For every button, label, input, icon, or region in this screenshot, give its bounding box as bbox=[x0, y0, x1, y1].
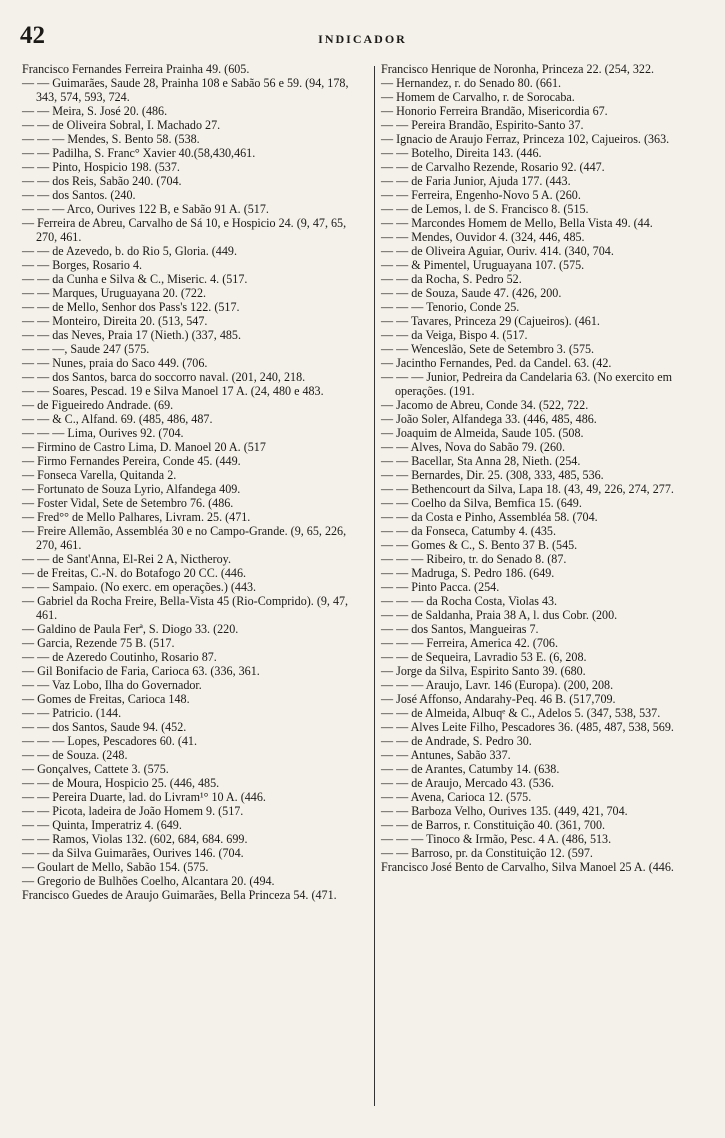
page-header bbox=[0, 22, 725, 52]
directory-entry: — Ignacio de Araujo Ferraz, Princeza 102, Cajueiros. (363. bbox=[381, 132, 670, 146]
directory-entry: — — Picota, ladeira de João Homem 9. (517. bbox=[22, 804, 244, 818]
directory-entry: — João Soler, Alfandega 33. (446, 485, 486. bbox=[381, 412, 597, 426]
directory-entry: — — — Junior, Pedreira da Candelaria 63. (No exercito em operações. (191. bbox=[381, 370, 673, 398]
directory-entry: — — de Azevedo, b. do Rio 5, Gloria. (449. bbox=[22, 244, 237, 258]
directory-entry: — — da Fonseca, Catumby 4. (435. bbox=[381, 524, 556, 538]
directory-entry: — — Pereira Duarte, lad. do Livram¹° 10 A. (446. bbox=[22, 790, 266, 804]
directory-entry: — — de Oliveira Sobral, I. Machado 27. bbox=[22, 118, 221, 132]
directory-entry: — Garcia, Rezende 75 B. (517. bbox=[22, 636, 175, 650]
directory-entry: — — de Andrade, S. Pedro 30. bbox=[381, 734, 532, 748]
directory-entry: — de Freitas, C.-N. do Botafogo 20 CC. (446. bbox=[22, 566, 247, 580]
directory-entry: — — Monteiro, Direita 20. (513, 547. bbox=[22, 314, 208, 328]
directory-entry: — Jacintho Fernandes, Ped. da Candel. 63. (42. bbox=[381, 356, 612, 370]
directory-entry: — Fonseca Varella, Quitanda 2. bbox=[22, 468, 177, 482]
directory-entry: — — dos Reis, Sabão 240. (704. bbox=[22, 174, 182, 188]
directory-entry: — — de Almeida, Albuqᵉ & C., Adelos 5. (347, 538, 537. bbox=[381, 706, 661, 720]
directory-entry: — — Quinta, Imperatriz 4. (649. bbox=[22, 818, 182, 832]
directory-entry: — — de Oliveira Aguiar, Ouriv. 414. (340, 704. bbox=[381, 244, 614, 258]
directory-entry: — Gonçalves, Cattete 3. (575. bbox=[22, 762, 169, 776]
directory-entry: — — — Arco, Ourives 122 B, e Sabão 91 A. (517. bbox=[22, 202, 269, 216]
directory-entry: — — Alves, Nova do Sabão 79. (260. bbox=[381, 440, 566, 454]
directory-entry: — Goulart de Mello, Sabão 154. (575. bbox=[22, 860, 209, 874]
directory-entry: — — Meira, S. José 20. (486. bbox=[22, 104, 168, 118]
directory-entry: — — Marcondes Homem de Mello, Bella Vista 49. (44. bbox=[381, 216, 653, 230]
directory-entry: — — Marques, Uruguayana 20. (722. bbox=[22, 286, 207, 300]
directory-entry: — — de Arantes, Catumby 14. (638. bbox=[381, 762, 560, 776]
directory-entry: — — Barboza Velho, Ourives 135. (449, 421, 704. bbox=[381, 804, 628, 818]
directory-entry: — Galdino de Paula Ferª, S. Diogo 33. (220. bbox=[22, 622, 239, 636]
left-column bbox=[22, 62, 374, 1106]
directory-entry: — — Bernardes, Dir. 25. (308, 333, 485, 536. bbox=[381, 468, 604, 482]
directory-entry: — Firmino de Castro Lima, D. Manoel 20 A. (517 bbox=[22, 440, 266, 454]
directory-entry: — — de Carvalho Rezende, Rosario 92. (447. bbox=[381, 160, 605, 174]
directory-entry: — — Alves Leite Filho, Pescadores 36. (485, 487, 538, 569. bbox=[381, 720, 674, 734]
directory-entry: Francisco José Bento de Carvalho, Silva Manoel 25 A. (446. bbox=[381, 860, 674, 874]
directory-entry: — — de Sequeira, Lavradio 53 E. (6, 208. bbox=[381, 650, 587, 664]
directory-entry: Francisco Fernandes Ferreira Prainha 49. (605. bbox=[22, 62, 250, 76]
directory-entry: — — de Souza, Saude 47. (426, 200. bbox=[381, 286, 562, 300]
directory-entry: — — Antunes, Sabão 337. bbox=[381, 748, 511, 762]
directory-entry: — José Affonso, Andarahy-Peq. 46 B. (517,709. bbox=[381, 692, 616, 706]
directory-entry: — — da Costa e Pinho, Assembléa 58. (704. bbox=[381, 510, 598, 524]
directory-entry: — — — Lopes, Pescadores 60. (41. bbox=[22, 734, 197, 748]
two-column-listing bbox=[22, 62, 722, 1106]
directory-entry: — — Soares, Pescad. 19 e Silva Manoel 17 A. (24, 480 e 483. bbox=[22, 384, 324, 398]
directory-entry: — — Tavares, Princeza 29 (Cajueiros). (461. bbox=[381, 314, 600, 328]
page-title: INDICADOR bbox=[318, 32, 407, 46]
directory-entry: — — de Mello, Senhor dos Pass's 122. (517. bbox=[22, 300, 240, 314]
directory-entry: — — Avena, Carioca 12. (575. bbox=[381, 790, 532, 804]
directory-entry: — — de Moura, Hospicio 25. (446, 485. bbox=[22, 776, 220, 790]
directory-entry: — Homem de Carvalho, r. de Sorocaba. bbox=[381, 90, 575, 104]
directory-entry: — — da Cunha e Silva & C., Miseric. 4. (517. bbox=[22, 272, 248, 286]
directory-entry: — — de Sant'Anna, El-Rei 2 A, Nictheroy. bbox=[22, 552, 231, 566]
directory-entry: — — de Barros, r. Constituição 40. (361, 700. bbox=[381, 818, 606, 832]
directory-entry: — Freire Allemão, Assembléa 30 e no Campo-Grande. (9, 65, 226, 270, 461. bbox=[22, 524, 347, 552]
directory-entry: — — de Saldanha, Praia 38 A, l. dus Cobr. (200. bbox=[381, 608, 618, 622]
directory-entry: — — Ferreira, Engenho-Novo 5 A. (260. bbox=[381, 188, 581, 202]
directory-entry: — — Coelho da Silva, Bemfica 15. (649. bbox=[381, 496, 582, 510]
directory-entry: — Foster Vidal, Sete de Setembro 76. (486. bbox=[22, 496, 234, 510]
directory-entry: — Honorio Ferreira Brandão, Misericordia 67. bbox=[381, 104, 608, 118]
directory-entry: — Fortunato de Souza Lyrio, Alfandega 409. bbox=[22, 482, 241, 496]
directory-entry: — Gabriel da Rocha Freire, Bella-Vista 45 (Rio-Comprido). (9, 47, 461. bbox=[22, 594, 349, 622]
directory-entry: — — Bacellar, Sta Anna 28, Nieth. (254. bbox=[381, 454, 581, 468]
directory-entry: — — — Ribeiro, tr. do Senado 8. (87. bbox=[381, 552, 567, 566]
directory-entry: — — — Tenorio, Conde 25. bbox=[381, 300, 520, 314]
directory-entry: — Joaquim de Almeida, Saude 105. (508. bbox=[381, 426, 584, 440]
directory-entry: — — Patricio. (144. bbox=[22, 706, 122, 720]
directory-entry: — — da Silva Guimarães, Ourives 146. (704. bbox=[22, 846, 244, 860]
directory-entry: — — — Mendes, S. Bento 58. (538. bbox=[22, 132, 200, 146]
directory-entry: — — Sampaio. (No exerc. em operações.) (443. bbox=[22, 580, 257, 594]
directory-entry: — — Padilha, S. Franc° Xavier 40.(58,430,461. bbox=[22, 146, 256, 160]
right-column bbox=[375, 62, 721, 1106]
directory-entry: — — Ramos, Violas 132. (602, 684, 684. 699. bbox=[22, 832, 248, 846]
directory-entry: — Jorge da Silva, Espirito Santo 39. (680. bbox=[381, 664, 586, 678]
directory-entry: — — Wenceslão, Sete de Setembro 3. (575. bbox=[381, 342, 595, 356]
directory-entry: — — — Tinoco & Irmão, Pesc. 4 A. (486, 513. bbox=[381, 832, 612, 846]
directory-entry: — — — da Rocha Costa, Violas 43. bbox=[381, 594, 558, 608]
directory-entry: — — —, Saude 247 (575. bbox=[22, 342, 150, 356]
directory-entry: — Firmo Fernandes Pereira, Conde 45. (449. bbox=[22, 454, 241, 468]
directory-entry: — — Pinto, Hospicio 198. (537. bbox=[22, 160, 180, 174]
directory-entry: — — dos Santos, Mangueiras 7. bbox=[381, 622, 539, 636]
directory-entry: — — Nunes, praia do Saco 449. (706. bbox=[22, 356, 208, 370]
directory-entry: — Gregorio de Bulhões Coelho, Alcantara 20. (494. bbox=[22, 874, 275, 888]
page-number: 42 bbox=[20, 22, 45, 49]
directory-entry: — — Guimarães, Saude 28, Prainha 108 e Sabão 56 e 59. (94, 178, 343, 574, 593, 724. bbox=[22, 76, 349, 104]
directory-entry: — — de Araujo, Mercado 43. (536. bbox=[381, 776, 554, 790]
directory-entry: Francisco Henrique de Noronha, Princeza 22. (254, 322. bbox=[381, 62, 655, 76]
directory-entry: — — Vaz Lobo, Ilha do Governador. bbox=[22, 678, 202, 692]
directory-entry: — — da Veiga, Bispo 4. (517. bbox=[381, 328, 528, 342]
directory-entry: — — Mendes, Ouvidor 4. (324, 446, 485. bbox=[381, 230, 585, 244]
directory-entry: — — & Pimentel, Uruguayana 107. (575. bbox=[381, 258, 585, 272]
directory-entry: Francisco Guedes de Araujo Guimarães, Bella Princeza 54. (471. bbox=[22, 888, 337, 902]
directory-entry: — — & C., Alfand. 69. (485, 486, 487. bbox=[22, 412, 213, 426]
directory-entry: — — Botelho, Direita 143. (446. bbox=[381, 146, 542, 160]
directory-entry: — — da Rocha, S. Pedro 52. bbox=[381, 272, 522, 286]
directory-entry: — Jacomo de Abreu, Conde 34. (522, 722. bbox=[381, 398, 589, 412]
directory-entry: — — de Lemos, l. de S. Francisco 8. (515. bbox=[381, 202, 589, 216]
directory-entry: — Hernandez, r. do Senado 80. (661. bbox=[381, 76, 562, 90]
directory-entry: — de Figueiredo Andrade. (69. bbox=[22, 398, 174, 412]
directory-entry: — — — Lima, Ourives 92. (704. bbox=[22, 426, 184, 440]
directory-entry: — Ferreira de Abreu, Carvalho de Sá 10, e Hospicio 24. (9, 47, 65, 270, 461. bbox=[22, 216, 347, 244]
directory-entry: — — de Azeredo Coutinho, Rosario 87. bbox=[22, 650, 217, 664]
directory-entry: — Gil Bonifacio de Faria, Carioca 63. (336, 361. bbox=[22, 664, 260, 678]
directory-entry: — — Gomes & C., S. Bento 37 B. (545. bbox=[381, 538, 578, 552]
directory-entry: — — dos Santos. (240. bbox=[22, 188, 136, 202]
directory-entry: — Fred°° de Mello Palhares, Livram. 25. (471. bbox=[22, 510, 251, 524]
directory-entry: — — — Ferreira, America 42. (706. bbox=[381, 636, 558, 650]
directory-entry: — — de Faria Junior, Ajuda 177. (443. bbox=[381, 174, 571, 188]
directory-entry: — — Borges, Rosario 4. bbox=[22, 258, 143, 272]
directory-entry: — — dos Santos, barca do soccorro naval. (201, 240, 218. bbox=[22, 370, 306, 384]
directory-entry: — — Barroso, pr. da Constituição 12. (597. bbox=[381, 846, 593, 860]
directory-entry: — — Bethencourt da Silva, Lapa 18. (43, 49, 226, 274, 277. bbox=[381, 482, 674, 496]
directory-entry: — — Pinto Pacca. (254. bbox=[381, 580, 500, 594]
directory-entry: — — de Souza. (248. bbox=[22, 748, 128, 762]
directory-entry: — — — Araujo, Lavr. 146 (Europa). (200, 208. bbox=[381, 678, 614, 692]
directory-entry: — — dos Santos, Saude 94. (452. bbox=[22, 720, 187, 734]
directory-entry: — — Pereira Brandão, Espirito-Santo 37. bbox=[381, 118, 584, 132]
directory-entry: — Gomes de Freitas, Carioca 148. bbox=[22, 692, 190, 706]
directory-entry: — — das Neves, Praia 17 (Nieth.) (337, 485. bbox=[22, 328, 241, 342]
directory-entry: — — Madruga, S. Pedro 186. (649. bbox=[381, 566, 555, 580]
